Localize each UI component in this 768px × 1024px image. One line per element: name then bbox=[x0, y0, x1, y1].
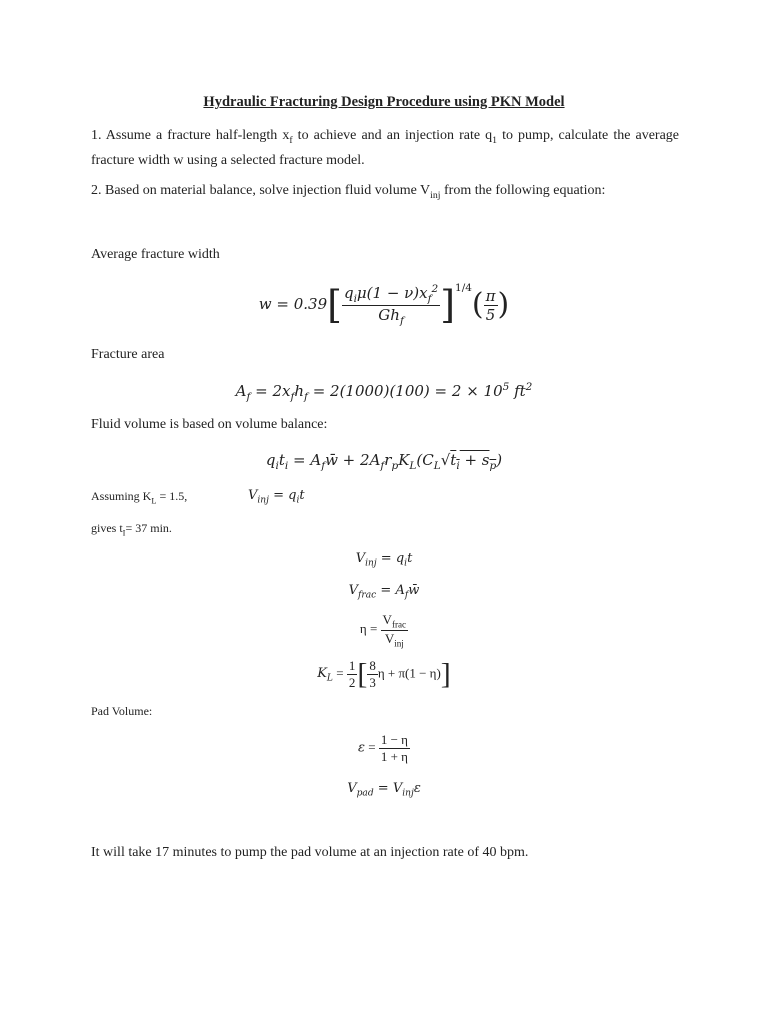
kl-equation: $K_L$ = $\frac{1}{2}$ [ $\frac{8}{3}$ η + π(1 − η)] bbox=[317, 657, 451, 691]
conclusion-text: It will take 17 minutes to pump the pad volume at an injection rate of 40 bpm. bbox=[91, 845, 529, 860]
document-title: Hydraulic Fracturing Design Procedure using PKN Model bbox=[203, 94, 565, 110]
width-equation: w = 0.39[ $\frac{q_i\mu(1 - \nu)x_f^2}{Gh_f}$ ]$^{1/4}$( $\frac{\pi}{5}$ ) bbox=[258, 282, 510, 327]
vinj-equation: $V_{inj} = q_it$ bbox=[355, 551, 413, 569]
vfrac-equation: $V_{frac}$ = $A_fw̄$ bbox=[348, 583, 420, 601]
gives-label: gives $t_I= 37$ min. bbox=[91, 521, 172, 538]
step-1-text: 1. Assume a fracture half-length $x_f$ to achieve and an injection rate $q_1$ to pump, calculate the average fracture width w using a selected fracture model. bbox=[91, 128, 680, 168]
assuming-label: Assuming $K_L = 1.5$, bbox=[91, 489, 188, 506]
volume-balance-label: Fluid volume is based on volume balance: bbox=[91, 417, 328, 432]
pad-volume-label: Pad Volume: bbox=[91, 704, 153, 718]
epsilon-equation: ε = $\frac{1 - \eta}{1 + \eta}$ bbox=[358, 732, 408, 764]
average-width-label: Average fracture width bbox=[91, 247, 220, 262]
step-2-text: 2. Based on material balance, solve injection fluid volume $V_{inj}$ from the following equation: bbox=[91, 183, 606, 201]
fracture-area-label: Fracture area bbox=[91, 347, 165, 362]
area-equation: $A_f = 2x_fh_f = 2(1000)(100) = 2 \times 10^5$ $ft^2$ bbox=[235, 381, 533, 403]
balance-equation: $q_it_i$ = $A_fw̄ + 2A_fr_pK_L(C_L√t_i + s_p)$ bbox=[265, 451, 503, 472]
eta-equation: η = $\frac{V_{frac}}{V_{inj}}$ bbox=[359, 612, 407, 649]
vinj-inline-equation: $V_{inj} = q_it$ bbox=[248, 488, 305, 506]
vpad-equation: $V_{pad} = V_{inj}\varepsilon$ bbox=[347, 781, 421, 799]
